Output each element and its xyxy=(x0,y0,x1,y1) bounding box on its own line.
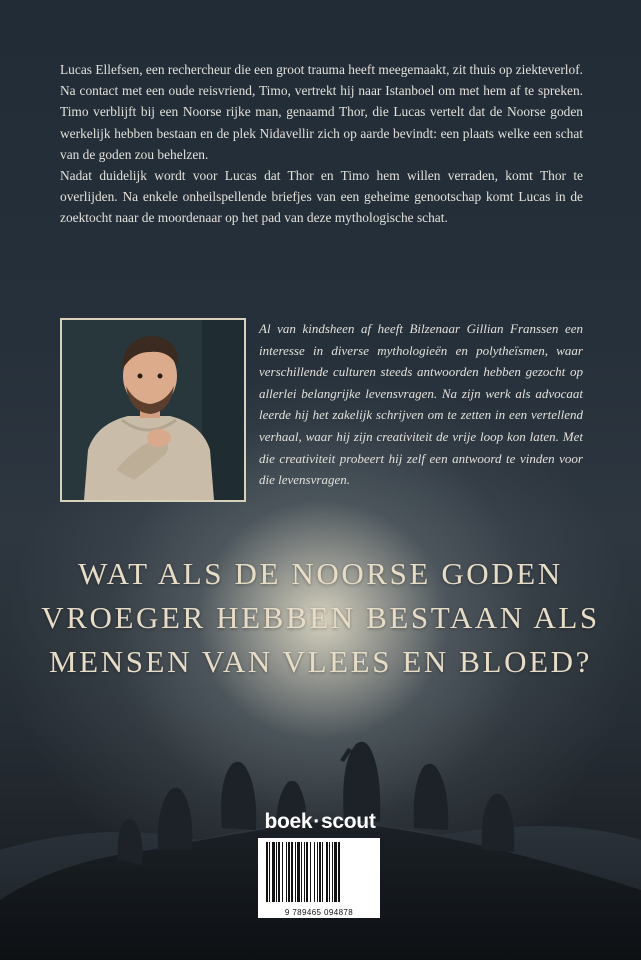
barcode-bar xyxy=(269,842,270,902)
publisher-logo-part-2: scout xyxy=(321,810,376,833)
summary-paragraph-2: Nadat duidelijk wordt voor Lucas dat Thor en Timo hem willen verraden, komt Thor te overlijden. Na enkele onheilspellende briefjes van een geheime genootschap komt Lucas in de zoektocht naar de moordenaar op het pad van deze mythologische schat. xyxy=(60,168,583,226)
barcode-bar xyxy=(282,842,283,902)
barcode-bar xyxy=(286,842,287,902)
barcode-bar xyxy=(317,842,318,902)
barcode-bar xyxy=(301,842,302,902)
barcode-bar xyxy=(306,842,308,902)
barcode-bar xyxy=(338,842,340,902)
author-photo xyxy=(60,318,246,502)
barcode-bar xyxy=(326,842,328,902)
book-summary xyxy=(60,59,583,229)
summary-paragraph-1: Lucas Ellefsen, een rechercheur die een groot trauma heeft meegemaakt, zit thuis op ziekteverlof. Na contact met een oude reisvriend, Timo, vertrekt hij naar Istanboel om met hem af te spreken. Timo verblijft bij een Noorse rijke man, genaamd Thor, die Lucas vertelt dat de Noorse goden werkelijk hebben bestaan en de plek Nidavellir zich op aarde bevindt: een plaats welke een schat van de goden zou behelzen. xyxy=(60,62,583,162)
barcode-bar xyxy=(278,842,280,902)
barcode-bar xyxy=(295,842,296,902)
barcode-bar xyxy=(276,842,277,902)
author-portrait-illustration xyxy=(62,320,244,500)
barcode-bar xyxy=(332,842,333,902)
barcode-bar xyxy=(310,842,311,902)
publisher-logo-dot: · xyxy=(313,810,320,833)
barcode-digits: 9 789465 094878 xyxy=(284,908,354,917)
barcode-bar xyxy=(272,842,275,902)
tagline-headline xyxy=(20,552,621,684)
barcode-bar xyxy=(297,842,300,902)
barcode-bar xyxy=(329,842,330,902)
barcode-bar xyxy=(291,842,293,902)
headline-line-2: VROEGER HEBBEN BESTAAN ALS xyxy=(41,600,600,635)
barcode-bars xyxy=(258,838,380,904)
headline-line-3: MENSEN VAN VLEES EN BLOED? xyxy=(49,644,592,679)
author-bio-text: Al van kindsheen af heeft Bilzenaar Gillian Franssen een interesse in diverse mythologieën en polytheïsmen, waar verschillende culturen steeds antwoorden hebben gezocht op allerlei belangrijke levensvragen. Na zijn werk als advocaat leerde hij het zakelijk schrijven om te zetten in een vertellend verhaal, waar hij zijn creativiteit de vrije loop kon laten. Met die creativiteit probeert hij zelf een antwoord te vinden voor die levensvragen. xyxy=(259,321,583,488)
barcode-bar xyxy=(334,842,337,902)
barcode-bar xyxy=(266,842,268,902)
barcode-bar xyxy=(314,842,315,902)
author-bio xyxy=(259,318,583,491)
publisher-logo xyxy=(255,810,385,834)
barcode-bar xyxy=(304,842,305,902)
barcode-bar xyxy=(322,842,323,902)
barcode-bar xyxy=(319,842,321,902)
publisher-logo-part-1: boek xyxy=(264,810,313,833)
headline-line-1: WAT ALS DE NOORSE GODEN xyxy=(78,556,563,591)
isbn-barcode xyxy=(258,838,380,918)
barcode-bar xyxy=(288,842,290,902)
